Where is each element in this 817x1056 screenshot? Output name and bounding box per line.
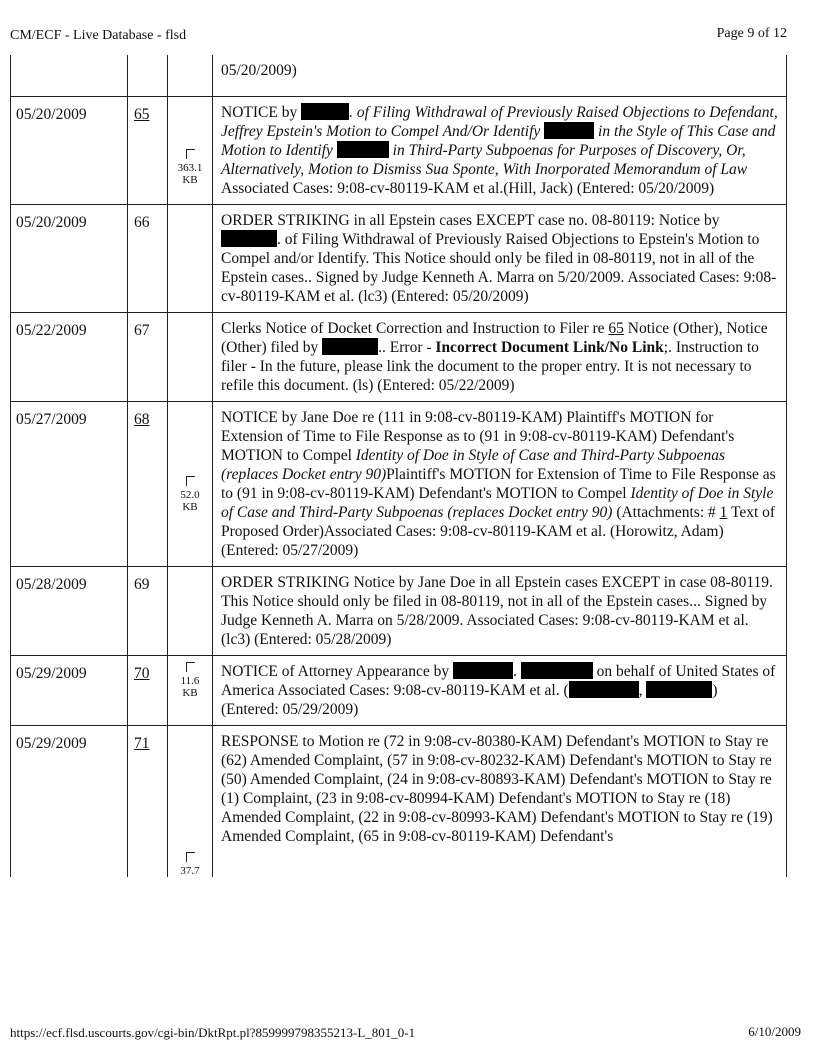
table-row: [11, 313, 787, 402]
entry-text-part: NOTICE by: [221, 104, 302, 121]
entry-text-part: NOTICE by Jane Doe re (111 in 9:08-cv-80119-KAM) Plaintiff's MOTION for Extension of Time to File Response as to (91 in 9:08-cv-80119-KAM) Defendant's MOTION to Compel: [221, 409, 735, 464]
entry-number-link-text[interactable]: 71: [134, 735, 150, 752]
entry-text: [213, 656, 787, 726]
document-link[interactable]: [168, 726, 213, 878]
print-date: 6/10/2009: [748, 1024, 801, 1039]
entry-text-part: ORDER STRIKING Notice by Jane Doe in all Epstein cases EXCEPT in case 08-80119. This Notice should only be filed in 08-80119, not in all of the Epstein cases... Signed by Judge Kenneth A. Marra on 5/28/2009. Associated Cases: 9:08-cv-80119-KAM et al. (lc3) (Entered: 05/28/2009): [221, 574, 773, 648]
doc-cell: [168, 55, 213, 97]
document-icon[interactable]: [186, 149, 195, 159]
entry-text-part: .: [513, 663, 521, 680]
table-row: [11, 205, 787, 313]
table-row: [11, 55, 787, 97]
entry-text-part: ) (Entered: 05/29/2009): [221, 682, 718, 718]
entry-number-link-text[interactable]: 65: [134, 106, 150, 123]
entry-number: 66: [128, 205, 168, 313]
document-link[interactable]: 65: [608, 320, 624, 337]
doc-cell: [168, 567, 213, 656]
document-link[interactable]: [168, 402, 213, 567]
entry-text-part: ORDER STRIKING in all Epstein cases EXCEPT case no. 08-80119: Notice by: [221, 212, 720, 229]
entry-text-part: Identity of Doe in Style of Case and Third-Party Subpoenas (replaces Docket entry 90): [221, 485, 774, 521]
redaction-block: [337, 141, 389, 158]
entry-text-part: Associated Cases: 9:08-cv-80119-KAM et al.(Hill, Jack) (Entered: 05/20/2009): [221, 180, 715, 197]
attachment-link[interactable]: 1: [719, 504, 728, 521]
entry-number-link[interactable]: [128, 402, 168, 567]
entry-number: 67: [128, 313, 168, 402]
table-row: [11, 726, 787, 878]
entry-date: 05/29/2009: [11, 656, 128, 726]
entry-number-link[interactable]: [128, 726, 168, 878]
docket-table: [10, 55, 787, 877]
entry-text: [213, 313, 787, 402]
page-url: https://ecf.flsd.uscourts.gov/cgi-bin/DktRpt.pl?859999798355213-L_801_0-1: [10, 1025, 416, 1040]
doc-cell: [168, 205, 213, 313]
document-link[interactable]: [168, 97, 213, 205]
entry-text: [213, 402, 787, 567]
entry-date: 05/22/2009: [11, 313, 128, 402]
entry-text-part: ;. Instruction to filer - In the future, please link the document to the proper entry. It is not necessary to refile this document. (ls) (Entered: 05/22/2009): [221, 339, 759, 394]
entry-text-part: NOTICE of Attorney Appearance by: [221, 663, 454, 680]
entry-text-part: Text of Proposed Order)Associated Cases: 9:08-cv-80119-KAM et al. (Horowitz, Adam) (Entered: 05/27/2009): [221, 504, 776, 559]
entry-text-part: RESPONSE to Motion re (72 in 9:08-cv-80380-KAM) Defendant's MOTION to Stay re (62) Amended Complaint, (57 in 9:08-cv-80232-KAM) Defendant's MOTION to Stay re (50) Amended Complaint, (24 in 9:08-cv-80893-KAM) Defendant's MOTION to Stay re (1) Complaint, (23 in 9:08-cv-80994-KAM) Defendant's MOTION to Stay re (18) Amended Complaint, (22 in 9:08-cv-80993-KAM) Defendant's MOTION to Stay re (19) Amended Complaint, (65 in 9:08-cv-80119-KAM) Defendant's: [221, 733, 773, 845]
file-size: 11.6 KB: [180, 675, 200, 699]
page-number: Page 9 of 12: [716, 26, 787, 41]
file-size: 52.0 KB: [180, 489, 200, 513]
entry-text-part: ,: [638, 682, 647, 699]
entry-text-part: Plaintiff's MOTION for Extension of Time to File Response as to (91 in 9:08-cv-80119-KAM) Defendant's MOTION to Compel: [221, 466, 776, 502]
redaction-block: [301, 103, 349, 120]
entry-number-link-text[interactable]: 70: [134, 665, 150, 682]
entry-text-part: in Third-Party Subpoenas for Purposes of Discovery, Or, Alternatively, Motion to Dismiss Sua Sponte, With Inorporated Memorandum of Law: [221, 142, 748, 178]
entry-text: [213, 567, 787, 656]
redaction-block: [221, 230, 277, 247]
table-row: [11, 567, 787, 656]
entry-date: 05/20/2009: [11, 205, 128, 313]
entry-text-part: .. Error -: [378, 339, 436, 356]
entry-text-part: Clerks Notice of Docket Correction and Instruction to Filer re: [221, 320, 609, 337]
entry-text: [213, 55, 787, 97]
redaction-block: [453, 662, 513, 679]
entry-text: [213, 205, 787, 313]
table-row: [11, 97, 787, 205]
entry-date: 05/20/2009: [11, 97, 128, 205]
error-label: Incorrect Document Link/No Link: [435, 339, 664, 356]
redaction-block: [544, 122, 594, 139]
entry-text-part: . of Filing Withdrawal of Previously Raised Objections to Epstein's Motion to Compel and/or Identify. This Notice should only be filed in 08-80119, not in all of the Epstein cases.. Signed by Judge Kenneth A. Marra on 5/20/2009. Associated Cases: 9:08-cv-80119-KAM et al. (lc3) (Entered: 05/20/2009): [221, 231, 777, 305]
entry-text: [213, 97, 787, 205]
document-icon[interactable]: [186, 662, 195, 672]
entry-date: 05/28/2009: [11, 567, 128, 656]
entry-text-part: . of Filing Withdrawal of Previously Raised Objections to Defendant, Jeffrey Epstein's Motion to Compel And/Or Identify: [221, 104, 778, 140]
entry-date: [11, 55, 128, 97]
entry-number-link-text[interactable]: 68: [134, 411, 150, 428]
entry-number: 69: [128, 567, 168, 656]
entry-date: 05/27/2009: [11, 402, 128, 567]
redaction-block: [646, 681, 712, 698]
entry-text-part: 05/20/2009): [221, 62, 297, 79]
file-size: 363.1 KB: [177, 162, 203, 186]
redaction-block: [521, 662, 593, 679]
entry-number-link[interactable]: [128, 656, 168, 726]
entry-text-part: on behalf of United States of America Associated Cases: 9:08-cv-80119-KAM et al. (: [221, 663, 776, 699]
entry-text-part: (Attachments: #: [612, 504, 720, 521]
redaction-block: [569, 681, 639, 698]
entry-text: [213, 726, 787, 878]
entry-text-part: Notice (Other), Notice (Other) filed by: [221, 320, 768, 356]
redaction-block: [322, 338, 378, 355]
table-row: [11, 656, 787, 726]
entry-text-part: in the Style of This Case and Motion to Identify: [221, 123, 776, 159]
document-icon[interactable]: [186, 852, 195, 862]
document-icon[interactable]: [186, 476, 195, 486]
entry-text-part: Identity of Doe in Style of Case and Third-Party Subpoenas (replaces Docket entry 90): [221, 447, 725, 483]
entry-number: [128, 55, 168, 97]
entry-number-link[interactable]: [128, 97, 168, 205]
document-link[interactable]: [168, 656, 213, 726]
file-size: 37.7: [180, 865, 200, 877]
table-row: [11, 402, 787, 567]
entry-date: 05/29/2009: [11, 726, 128, 878]
doc-cell: [168, 313, 213, 402]
page-header-title: CM/ECF - Live Database - flsd: [10, 28, 187, 43]
